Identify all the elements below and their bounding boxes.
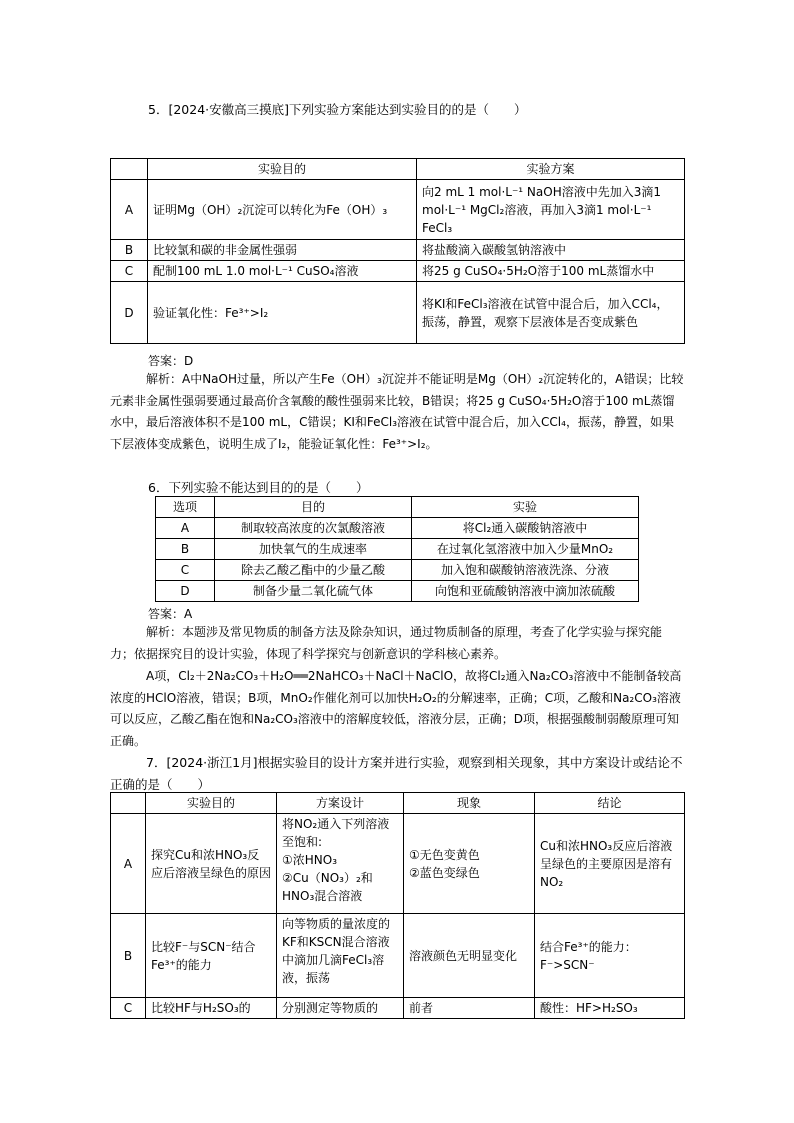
table-row xyxy=(111,180,685,240)
table-row xyxy=(156,539,639,560)
row-plan: 向饱和亚硫酸钠溶液中滴加浓硫酸 xyxy=(412,581,639,602)
q6-table xyxy=(155,496,639,602)
row-plan: 将25 g CuSO₄·5H₂O溶于100 mL蒸馏水中 xyxy=(417,261,685,282)
row-label: A xyxy=(156,518,215,539)
table-row xyxy=(156,581,639,602)
row-label: C xyxy=(111,261,148,282)
row-label: B xyxy=(156,539,215,560)
q6-header-option: 选项 xyxy=(156,497,215,518)
q6-header-plan: 实验 xyxy=(412,497,639,518)
plan-line: 将NO₂通入下列溶液至饱和: xyxy=(282,817,390,849)
table-row xyxy=(156,518,639,539)
q7-stem: 7．[2024·浙江1月]根据实验目的设计方案并进行实验，观察到相关现象，其中方案设计或结论不正确的是（ ） xyxy=(110,755,683,792)
plan-line: ②Cu（NO₃）₂和HNO₃混合溶液 xyxy=(282,871,373,903)
plan-line: 向等物质的量浓度的KF和KSCN混合溶液中滴加几滴FeCl₃溶液，振荡 xyxy=(282,917,391,985)
plan-line: ①浓HNO₃ xyxy=(282,853,338,867)
row-phenomenon xyxy=(404,814,535,914)
row-phenomenon xyxy=(404,914,535,998)
q5-header-goal: 实验目的 xyxy=(148,159,417,180)
row-goal: 比较HF与H₂SO₃的 xyxy=(146,998,277,1019)
row-plan xyxy=(277,914,404,998)
row-goal: 制备少量二氧化硫气体 xyxy=(215,581,412,602)
row-goal: 加快氧气的生成速率 xyxy=(215,539,412,560)
table-row xyxy=(111,814,685,914)
row-goal: 除去乙酸乙酯中的少量乙酸 xyxy=(215,560,412,581)
row-conclusion: 酸性：HF>H₂SO₃ xyxy=(535,998,685,1019)
table-header-row xyxy=(111,793,685,814)
phenomenon-line: 前者 xyxy=(409,1001,434,1015)
row-label: B xyxy=(111,914,146,998)
row-phenomenon xyxy=(404,998,535,1019)
row-label: B xyxy=(111,240,148,261)
q7-header-goal: 实验目的 xyxy=(146,793,277,814)
row-label: C xyxy=(111,998,146,1019)
row-goal: 证明Mg（OH）₂沉淀可以转化为Fe（OH）₃ xyxy=(148,180,417,240)
phenomenon-line: 溶液颜色无明显变化 xyxy=(409,948,518,963)
row-conclusion: Cu和浓HNO₃反应后溶液呈绿色的主要原因是溶有NO₂ xyxy=(535,814,685,914)
row-goal: 比较F⁻与SCN⁻结合Fe³⁺的能力 xyxy=(146,914,277,998)
row-plan xyxy=(277,998,404,1019)
row-plan: 向2 mL 1 mol·L⁻¹ NaOH溶液中先加入3滴1 mol·L⁻¹ MgCl₂溶液，再加入3滴1 mol·L⁻¹ FeCl₃ xyxy=(417,180,685,240)
q7-header-label xyxy=(111,793,146,814)
row-label: D xyxy=(111,282,148,344)
row-label: A xyxy=(111,180,148,240)
row-goal: 比较氯和碳的非金属性强弱 xyxy=(148,240,417,261)
plan-line: 分别测定等物质的 xyxy=(282,1001,379,1015)
row-plan: 将KI和FeCl₃溶液在试管中混合后，加入CCl₄，振荡，静置，观察下层液体是否变成紫色 xyxy=(417,282,685,344)
q7-header-phenomenon: 现象 xyxy=(404,793,535,814)
row-goal: 配制100 mL 1.0 mol·L⁻¹ CuSO₄溶液 xyxy=(148,261,417,282)
table-row xyxy=(156,560,639,581)
q5-table xyxy=(110,158,685,344)
q6-stem: 6．下列实验不能达到目的的是（ ） xyxy=(148,480,369,495)
q7-header-plan: 方案设计 xyxy=(277,793,404,814)
q5-header-label xyxy=(111,159,148,180)
q6-answer: 答案：A xyxy=(148,607,193,621)
row-plan xyxy=(277,814,404,914)
q7-header-conclusion: 结论 xyxy=(535,793,685,814)
q5-header-plan: 实验方案 xyxy=(417,159,685,180)
q5-stem: 5．[2024·安徽高三摸底]下列实验方案能达到实验目的的是（ ） xyxy=(148,102,527,117)
q5-analysis: 解析：A中NaOH过量，所以产生Fe（OH）₃沉淀并不能证明是Mg（OH）₂沉淀转化的，A错误；比较元素非金属性强弱要通过最高价含氧酸的酸性强弱来比较，B错误；将25 g CuSO₄·5H₂O溶于100 mL蒸馏水中，最后溶液体积不是100 mL，C错误；KI和FeCl₃溶液在试管中混合后，加入CCl₄，振荡，静置，如果下层液体变成紫色，说明生成了I₂，能验证氧化性：Fe³⁺>I₂。 xyxy=(110,372,684,451)
table-row xyxy=(111,998,685,1019)
q6-analysis-detail: A项，Cl₂＋2Na₂CO₃＋H₂O══2NaHCO₃＋NaCl＋NaClO，故将Cl₂通入Na₂CO₃溶液中不能制备较高浓度的HClO溶液，错误；B项，MnO₂作催化剂可以加快H₂O₂的分解速率，正确；C项，乙酸和Na₂CO₃溶液可以反应，乙酸乙酯在饱和Na₂CO₃溶液中的溶解度较低，溶液分层，正确；D项，根据强酸制弱酸原理可知正确。 xyxy=(110,669,682,748)
q7-table xyxy=(110,792,685,1019)
row-label: D xyxy=(156,581,215,602)
row-plan: 在过氧化氢溶液中加入少量MnO₂ xyxy=(412,539,639,560)
row-label: A xyxy=(111,814,146,914)
row-plan: 将盐酸滴入碳酸氢钠溶液中 xyxy=(417,240,685,261)
table-row xyxy=(111,282,685,344)
row-conclusion: 结合Fe³⁺的能力：F⁻>SCN⁻ xyxy=(535,914,685,998)
q6-header-goal: 目的 xyxy=(215,497,412,518)
row-goal: 探究Cu和浓HNO₃反应后溶液呈绿色的原因 xyxy=(146,814,277,914)
phenomenon-line: ②蓝色变绿色 xyxy=(409,865,480,880)
q6-analysis-intro: 解析：本题涉及常见物质的制备方法及除杂知识，通过物质制备的原理，考查了化学实验与探究能力；依据探究目的设计实验，体现了科学探究与创新意识的学科核心素养。 xyxy=(110,625,663,661)
table-header-row xyxy=(111,159,685,180)
row-goal: 制取较高浓度的次氯酸溶液 xyxy=(215,518,412,539)
row-goal: 验证氧化性：Fe³⁺>I₂ xyxy=(148,282,417,344)
table-row xyxy=(111,261,685,282)
row-plan: 加入饱和碳酸钠溶液洗涤、分液 xyxy=(412,560,639,581)
table-row xyxy=(111,240,685,261)
table-header-row xyxy=(156,497,639,518)
table-row xyxy=(111,914,685,998)
phenomenon-line: ①无色变黄色 xyxy=(409,847,480,862)
row-label: C xyxy=(156,560,215,581)
row-plan: 将Cl₂通入碳酸钠溶液中 xyxy=(412,518,639,539)
q5-answer: 答案：D xyxy=(148,354,194,368)
